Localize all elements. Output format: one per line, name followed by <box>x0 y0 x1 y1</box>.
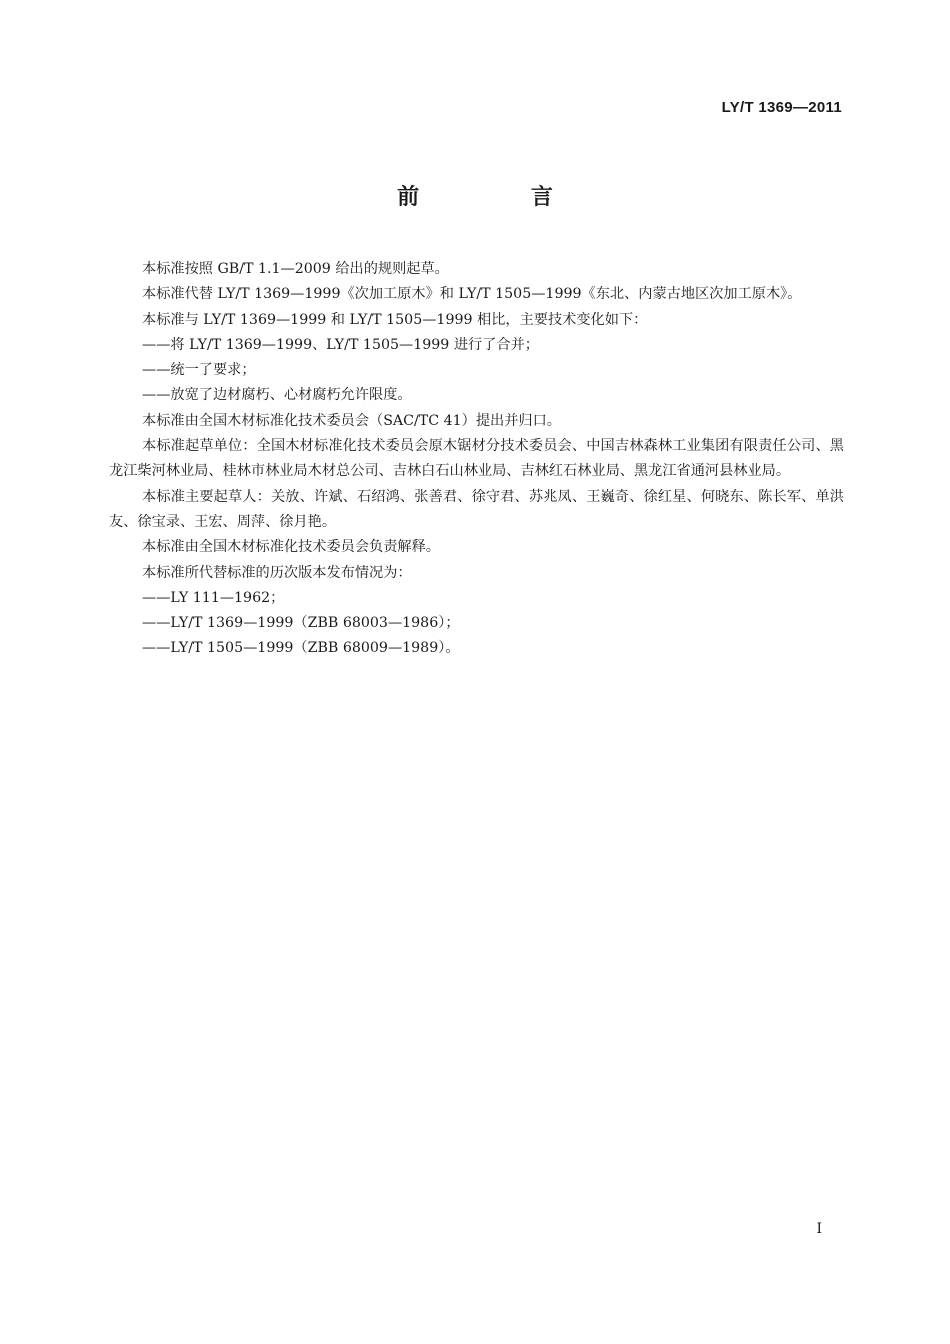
change-item-merge: ——将 LY/T 1369—1999、LY/T 1505—1999 进行了合并； <box>142 336 539 353</box>
paragraph-drafting-rules: 本标准按照 GB/T 1.1—2009 给出的规则起草。 <box>142 261 449 277</box>
history-item-1962: ——LY 111—1962； <box>142 589 285 606</box>
page-title: 前 言 <box>397 185 605 210</box>
paragraph-drafters: 本标准主要起草人：关放、许斌、石绍鸿、张善君、徐守君、苏兆凤、王巍奇、徐红星、何晓东、陈长军、单洪友、徐宝录、王宏、周萍、徐月艳。 <box>109 488 844 530</box>
paragraph-replaces: 本标准代替 LY/T 1369—1999《次加工原木》和 LY/T 1505—1999《东北、内蒙古地区次加工原木》。 <box>142 286 802 303</box>
paragraph-drafting-units: 本标准起草单位：全国木材标准化技术委员会原木锯材分技术委员会、中国吉林森林工业集团有限责任公司、黑龙江柴河林业局、桂林市林业局木材总公司、吉林白石山林业局、吉林红石林业局、黑龙江省通河县林业局。 <box>109 438 844 480</box>
page-number: I <box>816 1221 822 1237</box>
change-item-unify: ——统一了要求； <box>142 362 256 379</box>
foreword-body <box>109 257 844 662</box>
paragraph-changes-intro: 本标准与 LY/T 1369—1999 和 LY/T 1505—1999 相比，主要技术变化如下： <box>142 311 648 328</box>
history-item-1505: ——LY/T 1505—1999（ZBB 68009—1989）。 <box>142 640 460 657</box>
paragraph-history-intro: 本标准所代替标准的历次版本发布情况为： <box>142 564 412 581</box>
paragraph-interpretation: 本标准由全国木材标准化技术委员会负责解释。 <box>142 539 440 556</box>
paragraph-proposer: 本标准由全国木材标准化技术委员会（SAC/TC 41）提出并归口。 <box>142 412 561 429</box>
standard-code: LY/T 1369—2011 <box>721 99 842 116</box>
history-item-1369: ——LY/T 1369—1999（ZBB 68003—1986）； <box>142 615 460 632</box>
change-item-relax: ——放宽了边材腐朽、心材腐朽允许限度。 <box>142 387 412 404</box>
